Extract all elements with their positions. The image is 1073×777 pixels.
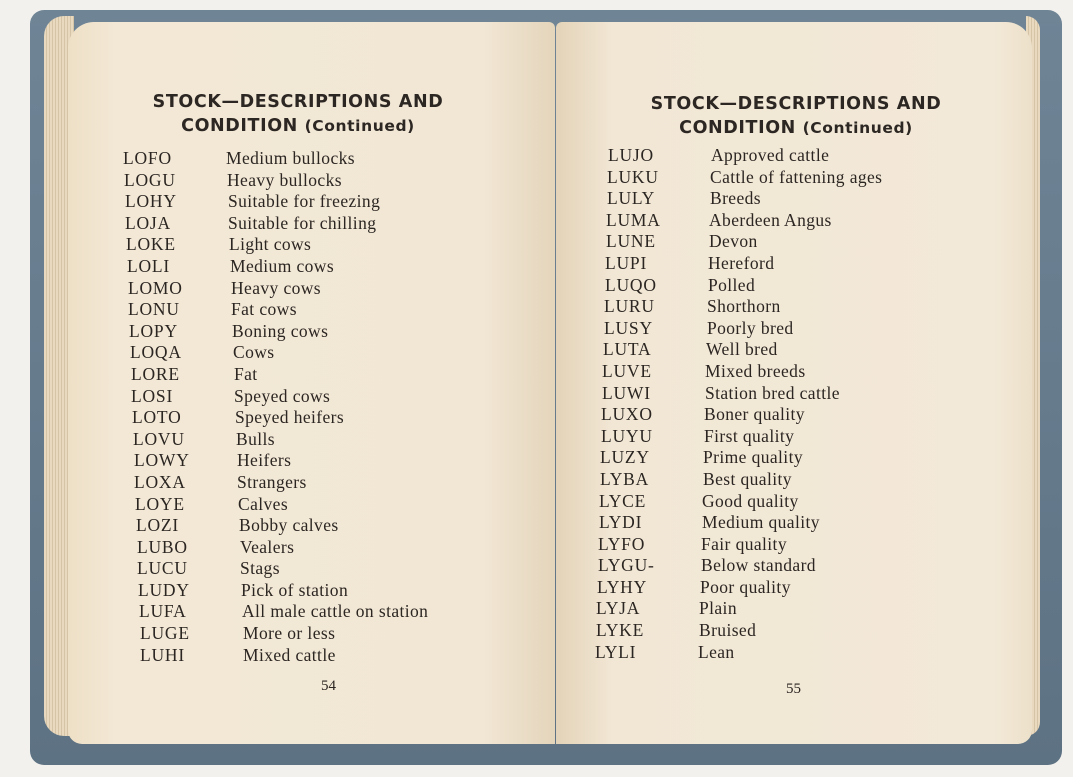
- entry-code: LUQO: [605, 274, 657, 295]
- entry-code: LOPY: [129, 320, 178, 341]
- entry-row: [129, 320, 329, 343]
- entry-row: [135, 493, 289, 516]
- entry-row: [596, 620, 757, 642]
- entry-code: LUFA: [139, 601, 187, 622]
- entry-code: LOWY: [134, 450, 190, 471]
- left-heading-line2-wrap: [128, 114, 468, 138]
- entry-description: Below standard: [701, 555, 816, 576]
- entry-description: Cows: [233, 342, 275, 363]
- entry-description: Speyed cows: [234, 385, 331, 406]
- entry-description: Plain: [699, 598, 737, 619]
- entry-code: LOLI: [127, 255, 171, 276]
- entry-description: Polled: [708, 274, 756, 295]
- entry-row: [604, 317, 794, 340]
- entry-description: Bulls: [236, 428, 275, 449]
- entry-row: [607, 188, 761, 210]
- entry-code: LUDY: [138, 579, 190, 600]
- entry-code: LOVU: [133, 428, 185, 449]
- entry-row: [604, 296, 781, 318]
- entry-description: Heifers: [237, 450, 292, 471]
- entry-row: [136, 515, 339, 537]
- entry-description: Medium quality: [702, 512, 820, 533]
- entry-row: [605, 274, 756, 297]
- entry-code: LOFO: [123, 148, 172, 168]
- entry-code: LUXO: [601, 404, 653, 425]
- entry-row: [137, 536, 295, 559]
- entry-description: Fair quality: [701, 533, 787, 554]
- entry-description: Calves: [238, 493, 289, 514]
- right-page-number: 55: [786, 681, 801, 697]
- entry-description: Approved cattle: [711, 145, 830, 165]
- entry-description: Fat cows: [231, 299, 297, 320]
- entry-description: Medium bullocks: [226, 148, 355, 168]
- entry-row: [138, 579, 349, 602]
- entry-description: Shorthorn: [707, 296, 781, 317]
- entry-description: Fat: [234, 363, 258, 384]
- entry-row: [602, 360, 806, 383]
- entry-code: LUCU: [137, 558, 188, 579]
- entry-code: LOJA: [125, 212, 171, 233]
- entry-code: LUJO: [608, 145, 654, 165]
- entry-code: LOSI: [131, 385, 174, 406]
- entry-description: Mixed cattle: [243, 644, 336, 665]
- entry-code: LYGU-: [598, 555, 655, 576]
- entry-code: LULY: [607, 188, 656, 209]
- entry-row: [600, 447, 803, 469]
- entry-code: LUGE: [140, 623, 190, 644]
- entry-description: Suitable for freezing: [228, 191, 381, 212]
- entry-row: [131, 363, 258, 386]
- entry-code: LOGU: [124, 169, 176, 190]
- entry-description: Stags: [240, 558, 280, 579]
- entry-code: LUTA: [603, 339, 652, 360]
- entry-description: Breeds: [710, 188, 761, 209]
- entry-description: Hereford: [708, 252, 775, 273]
- entry-row: [601, 425, 795, 448]
- entry-row: [139, 601, 429, 623]
- entry-code: LOMO: [128, 277, 183, 298]
- entry-code: LYFO: [598, 533, 646, 554]
- entry-row: [126, 234, 312, 256]
- entry-code: LONU: [128, 299, 180, 320]
- entry-row: [130, 342, 275, 364]
- entry-description: Good quality: [702, 490, 799, 511]
- entry-row: [125, 191, 381, 213]
- left-heading-line2: CONDITION: [181, 116, 298, 136]
- left-heading-line1: STOCK—DESCRIPTIONS AND: [152, 92, 444, 112]
- entry-description: Light cows: [229, 234, 312, 255]
- entry-code: LYDI: [599, 512, 643, 533]
- entry-row: [123, 148, 355, 170]
- right-page: [556, 22, 1032, 744]
- entry-row: [134, 471, 307, 494]
- entry-row: [601, 404, 805, 426]
- entry-description: Boner quality: [704, 404, 805, 425]
- entry-code: LUMA: [606, 209, 661, 230]
- entry-description: More or less: [243, 623, 336, 644]
- entry-row: [595, 641, 735, 664]
- entry-row: [596, 598, 737, 620]
- entry-code: LUPI: [605, 252, 648, 273]
- entry-row: [124, 169, 342, 192]
- entry-row: [128, 277, 322, 300]
- entry-code: LUNE: [606, 231, 656, 252]
- entry-code: LYHY: [597, 576, 648, 597]
- entry-code: LUBO: [137, 536, 188, 557]
- entry-description: Poor quality: [700, 576, 791, 597]
- entry-description: Bobby calves: [239, 515, 339, 536]
- entry-description: Medium cows: [230, 255, 335, 276]
- entry-code: LUKU: [607, 166, 659, 187]
- entry-row: [137, 558, 280, 580]
- entry-code: LORE: [131, 363, 180, 384]
- entry-description: Aberdeen Angus: [709, 209, 832, 230]
- right-heading-line1: STOCK—DESCRIPTIONS AND: [650, 94, 942, 114]
- right-heading-line2: CONDITION: [679, 118, 796, 138]
- entry-code: LOYE: [135, 493, 185, 514]
- entry-code: LOZI: [136, 515, 180, 536]
- entry-code: LOHY: [125, 191, 177, 212]
- left-page: [68, 22, 555, 744]
- entry-row: [134, 450, 292, 472]
- entry-description: Boning cows: [232, 320, 329, 341]
- entry-row: [598, 555, 816, 577]
- entry-description: Devon: [709, 231, 758, 252]
- entry-description: Best quality: [703, 468, 792, 489]
- entry-code: LUHI: [140, 644, 185, 665]
- entry-description: Heavy cows: [231, 277, 322, 298]
- entry-row: [598, 533, 787, 556]
- entry-row: [606, 231, 758, 253]
- entry-code: LYKE: [596, 620, 645, 641]
- left-code-list: [123, 148, 429, 666]
- entry-code: LOQA: [130, 342, 182, 363]
- entry-code: LYBA: [600, 468, 650, 489]
- entry-code: LOKE: [126, 234, 176, 255]
- entry-description: Prime quality: [703, 447, 803, 468]
- entry-row: [603, 339, 778, 361]
- entry-description: Cattle of fattening ages: [710, 166, 883, 187]
- right-heading-line2-wrap: [626, 116, 966, 140]
- entry-code: LYJA: [596, 598, 641, 619]
- entry-row: [599, 512, 820, 534]
- right-page-heading: [626, 92, 966, 140]
- entry-description: Heavy bullocks: [227, 169, 342, 190]
- entry-description: Speyed heifers: [235, 407, 345, 428]
- entry-code: LOXA: [134, 471, 186, 492]
- entry-row: [605, 252, 775, 275]
- entry-row: [600, 468, 792, 491]
- entry-code: LUZY: [600, 447, 650, 468]
- entry-code: LYLI: [595, 641, 637, 662]
- entry-row: [131, 385, 331, 408]
- entry-row: [132, 407, 345, 429]
- entry-description: Suitable for chilling: [228, 212, 377, 233]
- entry-code: LYCE: [599, 490, 647, 511]
- entry-description: Poorly bred: [707, 317, 794, 338]
- entry-description: Pick of station: [241, 579, 349, 600]
- entry-row: [127, 255, 335, 278]
- entry-row: [597, 576, 791, 599]
- entry-description: All male cattle on station: [242, 601, 429, 622]
- entry-row: [607, 166, 883, 189]
- entry-row: [128, 299, 297, 321]
- left-page-number: 54: [321, 678, 336, 694]
- entry-description: Station bred cattle: [705, 382, 840, 403]
- right-heading-continued: (Continued): [802, 119, 913, 137]
- entry-code: LURU: [604, 296, 655, 317]
- entry-row: [125, 212, 377, 235]
- entry-code: LUWI: [602, 382, 651, 403]
- entry-row: [133, 428, 275, 451]
- entry-description: First quality: [704, 425, 795, 446]
- entry-description: Bruised: [699, 620, 757, 641]
- entry-row: [606, 209, 832, 232]
- entry-code: LUYU: [601, 425, 653, 446]
- entry-description: Mixed breeds: [705, 360, 806, 381]
- entry-row: [599, 490, 799, 513]
- entry-code: LUVE: [602, 360, 652, 381]
- entry-description: Strangers: [237, 471, 307, 492]
- left-page-heading: [128, 90, 468, 138]
- left-heading-continued: (Continued): [304, 117, 415, 135]
- entry-code: LUSY: [604, 317, 653, 338]
- entry-description: Well bred: [706, 339, 778, 360]
- entry-description: Vealers: [240, 536, 295, 557]
- entry-description: Lean: [698, 641, 735, 662]
- entry-code: LOTO: [132, 407, 182, 428]
- entry-row: [602, 382, 840, 405]
